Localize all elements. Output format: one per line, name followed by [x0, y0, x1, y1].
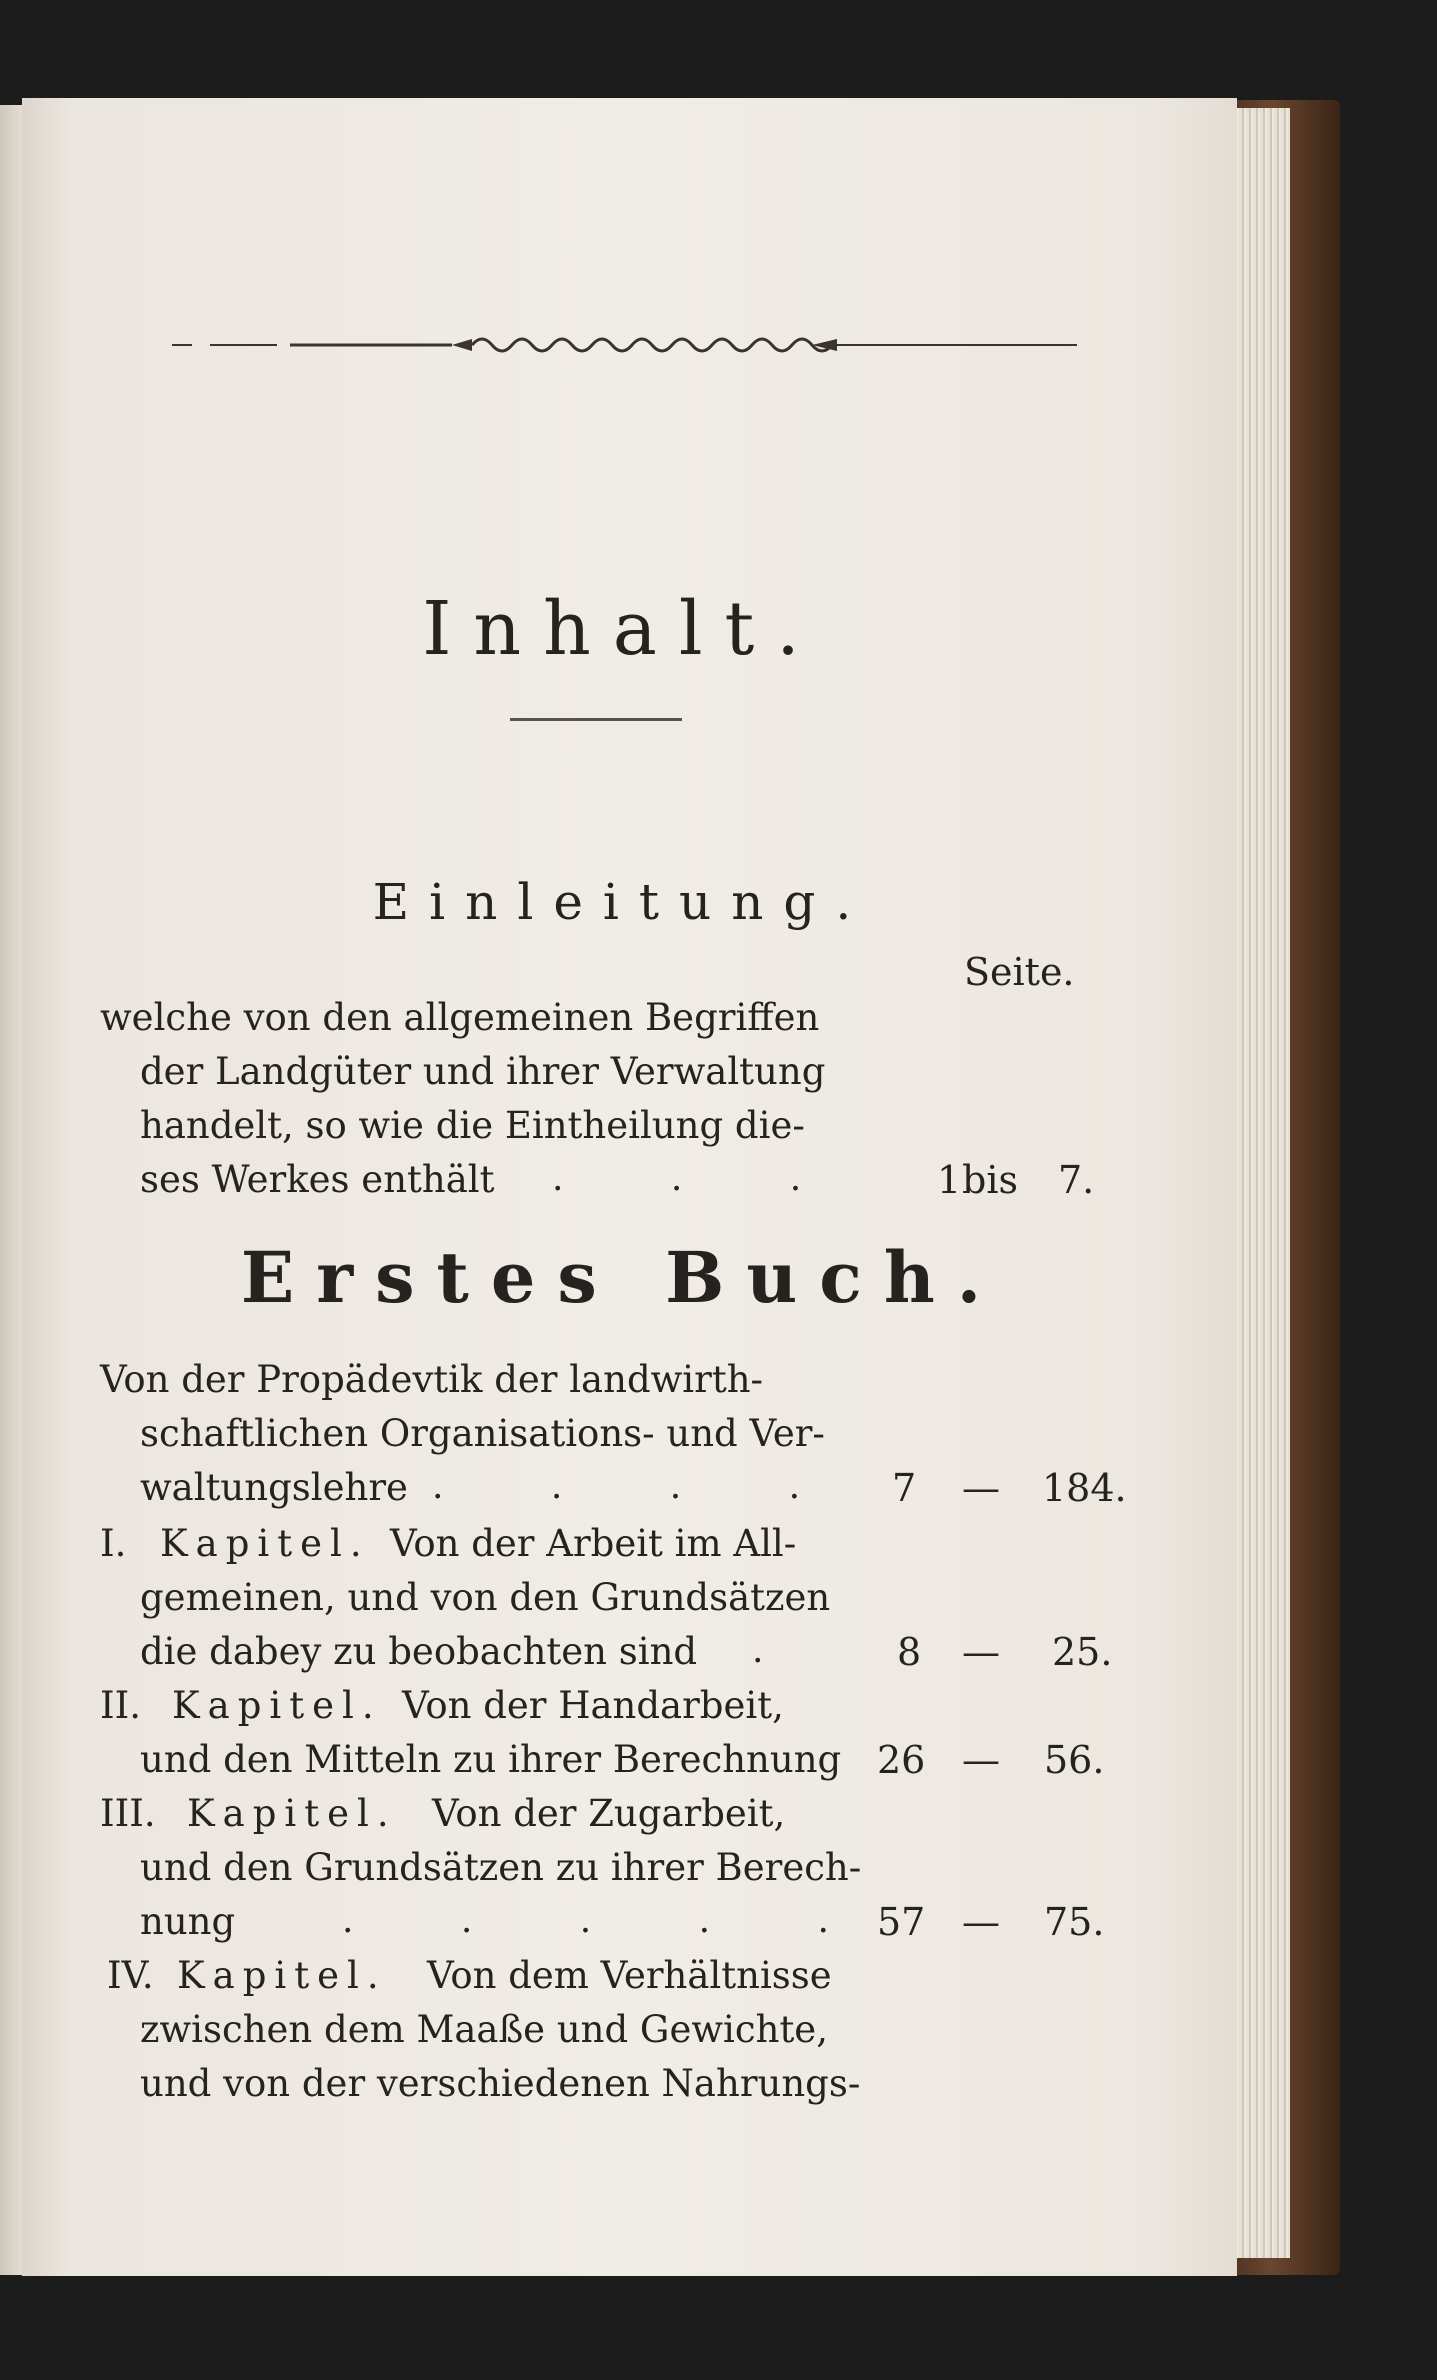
chapter-line: Von der Handarbeit, [402, 1684, 784, 1727]
page-to: 184. [1042, 1466, 1127, 1510]
page-title: Inhalt. [422, 586, 822, 672]
page-bis: bis [962, 1158, 1018, 1202]
leader-dots: . . . . . [342, 1900, 877, 1941]
page-to: 75. [1044, 1900, 1105, 1944]
chapter-word: Kapitel. [160, 1522, 370, 1565]
book-intro-line: waltungslehre [140, 1466, 408, 1509]
page-dash: — [962, 1738, 1000, 1782]
leader-dots: . . . . [432, 1466, 849, 1507]
seite-label: Seite. [964, 950, 1075, 994]
leader-dots: . [752, 1630, 812, 1671]
chapter-word: Kapitel. [172, 1684, 382, 1727]
page-dash: — [962, 1900, 1000, 1944]
intro-line: handelt, so wie die Eintheilung die- [140, 1104, 805, 1147]
page [22, 98, 1237, 2276]
page-from: 8 [897, 1630, 922, 1674]
page-dash: — [962, 1466, 1000, 1510]
chapter-number: I. [100, 1522, 127, 1565]
chapter-number: II. [100, 1684, 141, 1727]
page-dash: — [962, 1630, 1000, 1674]
chapter-word: Kapitel. [177, 1954, 387, 1997]
chapter-line: Von dem Verhältnisse [427, 1954, 832, 1997]
chapter-line: gemeinen, und von den Grundsätzen [140, 1576, 831, 1619]
chapter-line: die dabey zu beobachten sind [140, 1630, 698, 1673]
chapter-line: und den Mitteln zu ihrer Berechnung [140, 1738, 842, 1781]
intro-line: der Landgüter und ihrer Verwaltung [140, 1050, 826, 1093]
page-from: 7 [892, 1466, 917, 1510]
title-rule [510, 718, 682, 721]
chapter-word: Kapitel. [187, 1792, 397, 1835]
chapter-line: Von der Zugarbeit, [432, 1792, 786, 1835]
book-intro-line: Von der Propädevtik der landwirth- [100, 1358, 764, 1401]
ornament-rule [172, 334, 1077, 356]
page-from: 1 [937, 1158, 962, 1202]
intro-line: welche von den allgemeinen Begriffen [100, 996, 820, 1039]
chapter-line: Von der Arbeit im All- [390, 1522, 797, 1565]
chapter-number: IV. [107, 1954, 154, 1997]
chapter-number: III. [100, 1792, 156, 1835]
intro-title: Einleitung. [372, 873, 872, 931]
page-from: 26 [877, 1738, 926, 1782]
chapter-line: zwischen dem Maaße und Gewichte, [140, 2008, 828, 2051]
chapter-line: und den Grundsätzen zu ihrer Berech- [140, 1846, 862, 1889]
page-from: 57 [877, 1900, 926, 1944]
leader-dots: . . . [552, 1158, 850, 1199]
page-to: 7. [1058, 1158, 1095, 1202]
intro-line: ses Werkes enthält [140, 1158, 495, 1201]
chapter-line: nung [140, 1900, 236, 1943]
chapter-line: und von der verschiedenen Nahrungs- [140, 2062, 861, 2105]
page-to: 25. [1052, 1630, 1113, 1674]
book-title: Erstes Buch. [240, 1236, 1004, 1319]
book-intro-line: schaftlichen Organisations- und Ver- [140, 1412, 825, 1455]
page-to: 56. [1044, 1738, 1105, 1782]
page-fore-edge [1232, 108, 1290, 2258]
